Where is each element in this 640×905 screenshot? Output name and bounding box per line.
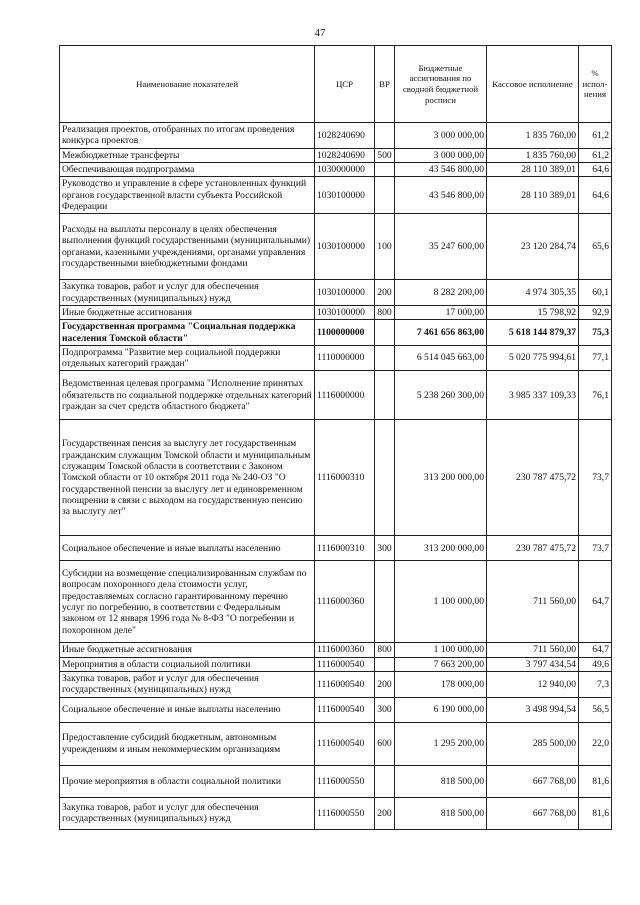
row-name: Прочие мероприятия в области социальной политики xyxy=(60,765,315,797)
header-csr: ЦСР xyxy=(315,46,375,123)
row-name: Обеспечивающая подпрограмма xyxy=(60,162,315,176)
table-row xyxy=(60,371,612,420)
row-csr: 1116000000 xyxy=(315,371,375,420)
table-row xyxy=(60,214,612,280)
row-cash-execution: 12 940,00 xyxy=(487,672,579,698)
row-vr xyxy=(375,345,395,371)
row-name: Межбюджетные трансферты xyxy=(60,148,315,162)
row-allocation: 818 500,00 xyxy=(395,765,487,797)
row-allocation: 1 100 000,00 xyxy=(395,643,487,657)
row-name: Государственная пенсия за выслугу лет государственным гражданским служащим Томской области и муниципальным служащим Томской области в соответствии с Законом Томской области от 10 октября 2011 года № 240-ОЗ "О государственной пенсии за выслугу лет и единовременном поощрении в связи с выходом на государственную пенсию за выслугу лет" xyxy=(60,420,315,536)
row-name: Руководство и управление в сфере установленных функций органов государственной власти субъекта Российской Федерации xyxy=(60,177,315,214)
row-vr: 800 xyxy=(375,305,395,319)
row-allocation: 1 100 000,00 xyxy=(395,561,487,643)
row-allocation: 313 200 000,00 xyxy=(395,420,487,536)
header-name: Наименование показателей xyxy=(60,46,315,123)
table-row xyxy=(60,345,612,371)
row-execution-percent: 22,0 xyxy=(579,722,612,765)
header-allocations: Бюджетные ассигнования по сводной бюджетной росписи xyxy=(395,46,487,123)
row-cash-execution: 28 110 389,01 xyxy=(487,162,579,176)
row-name: Закупка товаров, работ и услуг для обеспечения государственных (муниципальных) нужд xyxy=(60,797,315,829)
row-vr xyxy=(375,320,395,346)
row-csr: 1030100000 xyxy=(315,214,375,280)
row-execution-percent: 64,7 xyxy=(579,561,612,643)
row-cash-execution: 3 985 337 109,33 xyxy=(487,371,579,420)
row-cash-execution: 3 498 994,54 xyxy=(487,697,579,722)
row-vr: 100 xyxy=(375,214,395,280)
page-number: 47 xyxy=(314,27,326,39)
table-row xyxy=(60,765,612,797)
row-vr: 500 xyxy=(375,148,395,162)
row-csr: 1116000310 xyxy=(315,536,375,561)
row-allocation: 3 000 000,00 xyxy=(395,148,487,162)
row-name: Социальное обеспечение и иные выплаты населению xyxy=(60,536,315,561)
row-cash-execution: 15 798,92 xyxy=(487,305,579,319)
row-execution-percent: 49,6 xyxy=(579,657,612,671)
row-allocation: 5 238 260 300,00 xyxy=(395,371,487,420)
row-execution-percent: 60,1 xyxy=(579,280,612,306)
row-execution-percent: 61,2 xyxy=(579,123,612,149)
row-cash-execution: 711 560,00 xyxy=(487,561,579,643)
row-vr xyxy=(375,765,395,797)
table-row xyxy=(60,305,612,319)
row-csr: 1116000550 xyxy=(315,765,375,797)
row-cash-execution: 5 618 144 879,37 xyxy=(487,320,579,346)
row-allocation: 43 546 800,00 xyxy=(395,162,487,176)
table-header-row xyxy=(60,46,612,123)
table-row xyxy=(60,797,612,829)
row-csr: 1100000000 xyxy=(315,320,375,346)
table-row xyxy=(60,697,612,722)
row-allocation: 6 514 045 663,00 xyxy=(395,345,487,371)
row-execution-percent: 73,7 xyxy=(579,420,612,536)
row-csr: 1116000540 xyxy=(315,657,375,671)
row-cash-execution: 667 768,00 xyxy=(487,797,579,829)
row-allocation: 8 282 200,00 xyxy=(395,280,487,306)
row-csr: 1116000360 xyxy=(315,561,375,643)
row-allocation: 35 247 600,00 xyxy=(395,214,487,280)
row-vr: 600 xyxy=(375,722,395,765)
table-row xyxy=(60,536,612,561)
header-execution-percent: % испол-нения xyxy=(579,46,612,123)
row-cash-execution: 711 560,00 xyxy=(487,643,579,657)
budget-execution-table xyxy=(59,45,612,830)
row-vr: 200 xyxy=(375,280,395,306)
row-cash-execution: 4 974 305,35 xyxy=(487,280,579,306)
row-csr: 1116000360 xyxy=(315,643,375,657)
row-allocation: 3 000 000,00 xyxy=(395,123,487,149)
row-execution-percent: 75,3 xyxy=(579,320,612,346)
row-cash-execution: 1 835 760,00 xyxy=(487,148,579,162)
row-name: Иные бюджетные ассигнования xyxy=(60,305,315,319)
table-row xyxy=(60,123,612,149)
row-cash-execution: 23 120 284,74 xyxy=(487,214,579,280)
row-execution-percent: 77,1 xyxy=(579,345,612,371)
row-csr: 1110000000 xyxy=(315,345,375,371)
row-name: Предоставление субсидий бюджетным, автономным учреждениям и иным некоммерческим организациям xyxy=(60,722,315,765)
row-vr: 800 xyxy=(375,643,395,657)
row-execution-percent: 65,6 xyxy=(579,214,612,280)
table-row xyxy=(60,177,612,214)
row-csr: 1116000550 xyxy=(315,797,375,829)
table-row xyxy=(60,672,612,698)
row-name: Расходы на выплаты персоналу в целях обеспечения выполнения функций государственными (муниципальными) органами, казенными учреждениями, органами управления государственными внебюджетными фондами xyxy=(60,214,315,280)
row-vr: 300 xyxy=(375,536,395,561)
row-execution-percent: 56,5 xyxy=(579,697,612,722)
row-name: Закупка товаров, работ и услуг для обеспечения государственных (муниципальных) нужд xyxy=(60,672,315,698)
row-execution-percent: 76,1 xyxy=(579,371,612,420)
row-csr: 1028240690 xyxy=(315,123,375,149)
row-execution-percent: 92,9 xyxy=(579,305,612,319)
row-name: Реализация проектов, отобранных по итогам проведения конкурса проектов xyxy=(60,123,315,149)
header-vr: ВР xyxy=(375,46,395,123)
row-csr: 1116000540 xyxy=(315,722,375,765)
row-vr xyxy=(375,177,395,214)
row-name: Закупка товаров, работ и услуг для обеспечения государственных (муниципальных) нужд xyxy=(60,280,315,306)
row-cash-execution: 28 110 389,01 xyxy=(487,177,579,214)
table-row xyxy=(60,657,612,671)
table-row xyxy=(60,722,612,765)
row-allocation: 178 000,00 xyxy=(395,672,487,698)
row-csr: 1116000540 xyxy=(315,672,375,698)
table-row xyxy=(60,320,612,346)
row-allocation: 17 000,00 xyxy=(395,305,487,319)
row-vr xyxy=(375,657,395,671)
row-csr: 1116000310 xyxy=(315,420,375,536)
table-row xyxy=(60,162,612,176)
row-cash-execution: 667 768,00 xyxy=(487,765,579,797)
row-name: Иные бюджетные ассигнования xyxy=(60,643,315,657)
row-vr: 300 xyxy=(375,697,395,722)
row-name: Субсидии на возмещение специализированным службам по вопросам похоронного дела стоимости услуг, предоставляемых согласно гарантированному перечню услуг по погребению, в соответствии с Федеральным законом от 12 января 1996 года № 8-ФЗ "О погребении и похоронном деле" xyxy=(60,561,315,643)
row-name: Социальное обеспечение и иные выплаты населению xyxy=(60,697,315,722)
row-csr: 1028240690 xyxy=(315,148,375,162)
row-name: Мероприятия в области социальной политики xyxy=(60,657,315,671)
row-vr xyxy=(375,420,395,536)
table-row xyxy=(60,280,612,306)
row-execution-percent: 64,6 xyxy=(579,177,612,214)
table-row xyxy=(60,148,612,162)
table-row xyxy=(60,420,612,536)
row-allocation: 313 200 000,00 xyxy=(395,536,487,561)
row-vr xyxy=(375,561,395,643)
row-cash-execution: 1 835 760,00 xyxy=(487,123,579,149)
row-csr: 1030100000 xyxy=(315,177,375,214)
row-name: Государственная программа "Социальная поддержка населения Томской области" xyxy=(60,320,315,346)
row-csr: 1030000000 xyxy=(315,162,375,176)
row-name: Ведомственная целевая программа "Исполнение принятых обязательств по социальной поддержке отдельных категорий граждан за счет средств областного бюджета" xyxy=(60,371,315,420)
row-name: Подпрограмма "Развитие мер социальной поддержки отдельных категорий граждан" xyxy=(60,345,315,371)
row-execution-percent: 64,6 xyxy=(579,162,612,176)
row-allocation: 6 190 000,00 xyxy=(395,697,487,722)
row-vr xyxy=(375,371,395,420)
row-allocation: 43 546 800,00 xyxy=(395,177,487,214)
row-cash-execution: 5 020 775 994,61 xyxy=(487,345,579,371)
row-allocation: 7 663 200,00 xyxy=(395,657,487,671)
table-row xyxy=(60,643,612,657)
row-vr: 200 xyxy=(375,797,395,829)
row-csr: 1030100000 xyxy=(315,280,375,306)
row-execution-percent: 7,3 xyxy=(579,672,612,698)
table-row xyxy=(60,561,612,643)
row-cash-execution: 230 787 475,72 xyxy=(487,536,579,561)
row-cash-execution: 230 787 475,72 xyxy=(487,420,579,536)
row-execution-percent: 81,6 xyxy=(579,765,612,797)
row-allocation: 7 461 656 863,00 xyxy=(395,320,487,346)
row-vr xyxy=(375,162,395,176)
row-execution-percent: 81,6 xyxy=(579,797,612,829)
header-cash-execution: Кассовое исполнение xyxy=(487,46,579,123)
row-execution-percent: 61,2 xyxy=(579,148,612,162)
row-csr: 1116000540 xyxy=(315,697,375,722)
row-cash-execution: 285 500,00 xyxy=(487,722,579,765)
row-execution-percent: 73,7 xyxy=(579,536,612,561)
row-vr: 200 xyxy=(375,672,395,698)
row-vr xyxy=(375,123,395,149)
row-allocation: 818 500,00 xyxy=(395,797,487,829)
row-csr: 1030100000 xyxy=(315,305,375,319)
row-execution-percent: 64,7 xyxy=(579,643,612,657)
row-allocation: 1 295 200,00 xyxy=(395,722,487,765)
row-cash-execution: 3 797 434,54 xyxy=(487,657,579,671)
